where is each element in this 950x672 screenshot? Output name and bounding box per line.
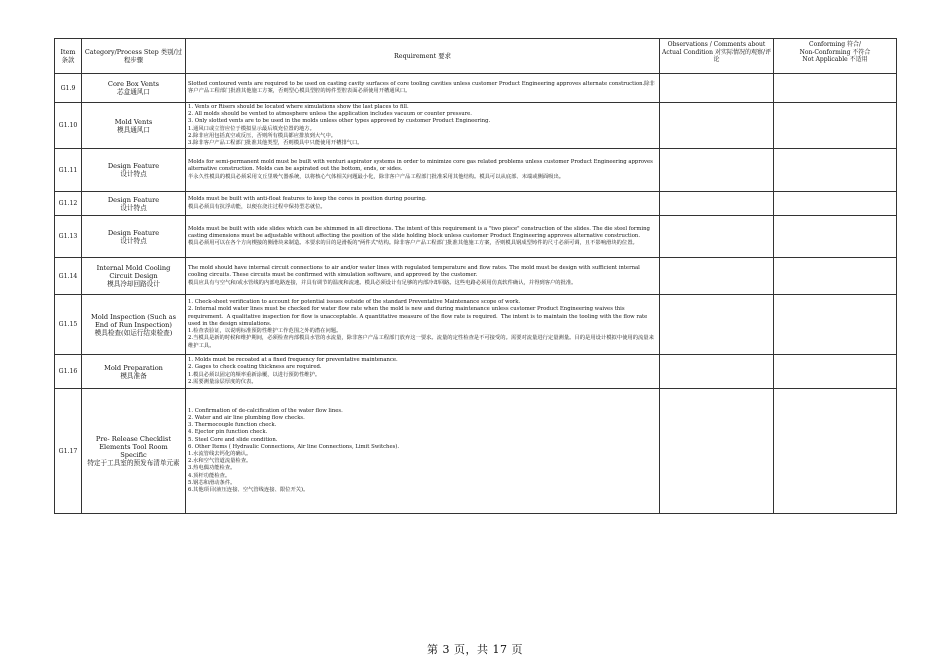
row-item <box>55 149 82 192</box>
header-conforming: Conforming 符合/ Non-Conforming 不符合 Not Applicable 不适用 <box>774 39 897 74</box>
row-item <box>55 74 82 103</box>
row-item <box>55 258 82 295</box>
row-category <box>82 103 186 149</box>
table-row <box>55 74 897 103</box>
row-item <box>55 192 82 216</box>
row-requirement <box>186 389 660 514</box>
row-category-text: Internal Mold Cooling Circuit Design 模具冷却回路设计 <box>96 264 171 288</box>
requirements-table <box>54 38 897 514</box>
row-requirement <box>186 258 660 295</box>
row-category-text: Design Feature 设计特点 <box>107 228 160 245</box>
row-item-text: G1.14 <box>58 272 78 280</box>
row-item-text: G1.13 <box>58 233 78 240</box>
row-observations-cell[interactable] <box>660 103 774 149</box>
row-requirement-text: Slotted contoured vents are required to be used on casting cavity surfaces of core tooling cavities unless customer Product Engineering approves alternate construction.除非客户产品工程部门批准其他施工方案，否则型心模具型腔的铸件型腔表面必须使用开槽通风口。 <box>188 80 655 94</box>
row-conforming-cell[interactable] <box>774 389 897 514</box>
row-conforming-cell[interactable] <box>774 74 897 103</box>
row-category <box>82 355 186 389</box>
row-category-text: Design Feature 设计特点 <box>107 162 160 178</box>
row-conforming-cell[interactable] <box>774 103 897 149</box>
table-row <box>55 389 897 514</box>
row-observations-cell[interactable] <box>660 389 774 514</box>
row-requirement-text: 1. Vents or Risers should be located where simulations show the last places to fill. 2. All molds should be vented to atmosphere unless the application includes vacuum or counter pressure. 3. Only slotted vents are to be used in the molds unless other types approved by customer Product Engineering. 1.通风口或立管应位于模拟显示最后填充位置的地方。 2.除非应用包括真空或反压，否则所有模具都应排放到大气中。 3.除非客户产品工程部门批准其他类型，否则模具中只能使用开槽排气口。 <box>188 103 491 146</box>
table-row <box>55 355 897 389</box>
header-row <box>55 39 897 74</box>
row-observations-cell[interactable] <box>660 74 774 103</box>
row-item-text: G1.9 <box>60 84 76 92</box>
row-category <box>82 295 186 355</box>
row-category <box>82 74 186 103</box>
row-conforming-cell[interactable] <box>774 192 897 216</box>
row-item-text: G1.16 <box>58 368 78 375</box>
row-item <box>55 103 82 149</box>
table-row <box>55 216 897 258</box>
row-observations-cell[interactable] <box>660 355 774 389</box>
row-category <box>82 258 186 295</box>
row-requirement-text: 1. Confirmation of de-calcification of the water flow lines. 2. Water and air line plumbing flow checks. 3. Thermocouple function check. 4. Ejector pin function check. 5. Steel Core and slide condition. 6. Other Items ( Hydraulic Connections, Air line Connections, Limit Switches). 1.水流管线去钙化的确认。 2.水和空气管道流量检查。 3.热电偶功能检查。 4.顶杆功能检查。 5.钢芯和滑动条件。 6.其他项目(液压连接、空气管线连接、限位开关)。 <box>188 407 400 494</box>
row-requirement <box>186 74 660 103</box>
table-row <box>55 192 897 216</box>
row-requirement-text: 1. Check-sheet verification to account for potential issues outside of the standard Preventative Maintenance scope of work. 2. Internal mold water lines must be checked for water flow rate when the mold is new and during maintenance unless customer Product Engineering waives this requirement. A qualitative inspection for flow is unacceptable. A quantitative measure of the flow rate is required. The intent is to maintain the tooling with the flow rate used in the design simulations. 1.检查表验证，以说明标准预防性维护工作范围之外的潜在问题。 2.当模具是新的时候和维护期间，必须检查内部模具水管的水流量，除非客户产品工程部门放弃这一要求。流量的定性检查是不可接受的。需要对流量进行定量测量。目的是用设计模拟中使用的流量来维护工具。 <box>188 299 654 349</box>
row-category <box>82 192 186 216</box>
row-observations-cell[interactable] <box>660 295 774 355</box>
row-item-text: G1.12 <box>58 200 78 207</box>
row-requirement <box>186 295 660 355</box>
row-observations-cell[interactable] <box>660 216 774 258</box>
row-conforming-cell[interactable] <box>774 355 897 389</box>
row-requirement-text: 1. Molds must be recoated at a fixed frequency for preventative maintenance. 2. Gages to check coating thickness are required. 1.模具必须以固定的频率重新涂覆，以进行预防性维护。 2.需要测量涂层厚度的仪表。 <box>188 357 398 385</box>
row-item <box>55 389 82 514</box>
row-requirement <box>186 192 660 216</box>
row-requirement <box>186 103 660 149</box>
row-item-text: G1.11 <box>58 166 78 174</box>
page-footer: 第 3 页，共 17 页 <box>427 643 523 656</box>
row-category-text: Mold Preparation 模具准备 <box>104 363 163 380</box>
row-category <box>82 389 186 514</box>
row-requirement-text: Molds must be built with side slides which can be shimmed in all directions. The intent of this requirement is a "two piece" construction of the slides. The die steel forming casting dimensions must be adjustable without affecting the position of the slide holding block unless customer Product Engineering approves alternative construction. 模具必须用可以在各个方向楔接的侧滑块来制造。本要求的目的是滑板的"两件式"结构。除非客户产品工程部门批准其他施工方案，否则模具钢成型铸件的尺寸必须可调，且不影响滑块的位置。 <box>188 225 650 247</box>
header-requirement: Requirement 要求 <box>186 39 660 74</box>
row-item-text: G1.17 <box>58 447 78 455</box>
row-conforming-cell[interactable] <box>774 216 897 258</box>
row-category-text: Core Box Vents 芯盒通风口 <box>107 80 160 96</box>
row-category-text: Mold Inspection (Such as End of Run Inspection) 模具检查(如运行结束检查) <box>91 312 176 337</box>
table-row <box>55 258 897 295</box>
header-item: Item 条款 <box>55 39 82 74</box>
row-requirement <box>186 149 660 192</box>
row-observations-cell[interactable] <box>660 149 774 192</box>
row-requirement-text: Molds must be built with anti-float features to keep the cores in position during pouring. 模具必须具有抗浮动能，以便在浇注过程中保持型芯就位。 <box>188 196 427 210</box>
row-observations-cell[interactable] <box>660 192 774 216</box>
row-item-text: G1.10 <box>58 122 78 129</box>
row-conforming-cell[interactable] <box>774 258 897 295</box>
row-requirement-text: Molds for semi-permanent mold must be built with venturi aspirator systems in order to minimize core gas related problems unless customer Product Engineering approves alternative construction. Molds can be aspirated out the bottom, ends, or sides. 半永久性模具的模具必须采用文丘里吸气器系统，以将核心气体相关问题最小化，除非客户产品工程部门批准采用其他结构。模具可以从底部、末端或侧面吸出。 <box>188 159 653 180</box>
row-item-text: G1.15 <box>58 321 78 328</box>
row-item <box>55 216 82 258</box>
table-row <box>55 295 897 355</box>
row-category <box>82 216 186 258</box>
row-item <box>55 355 82 389</box>
row-category-text: Pre- Release Checklist Elements Tool Room Specific 特定于工具室的预发布清单元素 <box>87 435 180 467</box>
row-conforming-cell[interactable] <box>774 149 897 192</box>
row-category-text: Mold Vents 模具通风口 <box>114 117 153 134</box>
table-row <box>55 149 897 192</box>
row-requirement <box>186 216 660 258</box>
row-requirement-text: The mold should have internal circuit connections to air and/or water lines with regulated temperature and flow rates. The mold must be design with sufficient internal cooling circuits. These circuits must be confirmed with simulation software, and approved by the customer. 模具应具有与空气和/或水管线的内部电路连接，并具有调节的温度和流速。模具必须设计有足够的内部冷却回路。这些电路必须用仿真软件确认，并得到客户的批准。 <box>188 265 640 286</box>
table-row <box>55 103 897 149</box>
header-category: Category/Process Step 类别/过程步骤 <box>82 39 186 74</box>
row-category <box>82 149 186 192</box>
row-conforming-cell[interactable] <box>774 295 897 355</box>
header-observations: Observations / Comments about Actual Condition 对实际情况的观察/评论 <box>660 39 774 74</box>
row-requirement <box>186 355 660 389</box>
row-category-text: Design Feature 设计特点 <box>107 195 160 212</box>
row-observations-cell[interactable] <box>660 258 774 295</box>
row-item <box>55 295 82 355</box>
